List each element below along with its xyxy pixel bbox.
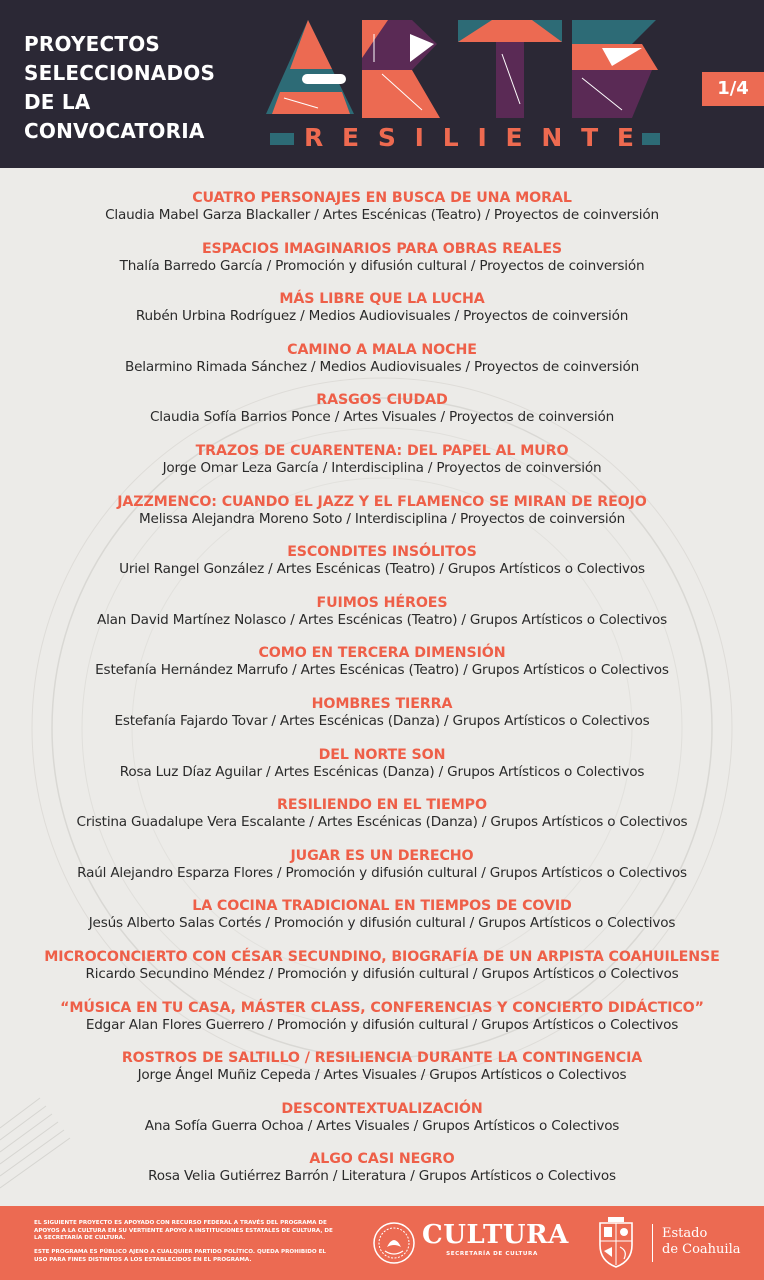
logo-subtitle-letter: T xyxy=(581,123,599,152)
list-item xyxy=(0,392,764,443)
project-detail: Estefanía Fajardo Tovar / Artes Escénicas (Danza) / Grupos Artísticos o Colectivos xyxy=(114,712,650,729)
list-item xyxy=(0,443,764,494)
list-item xyxy=(0,1151,764,1202)
coahuila-coat-of-arms-icon xyxy=(594,1217,638,1269)
header-title xyxy=(24,30,254,146)
project-title: ALGO CASI NEGRO xyxy=(309,1151,455,1168)
project-title: HOMBRES TIERRA xyxy=(311,695,453,712)
cultura-subtitle: SECRETARÍA DE CULTURA xyxy=(446,1251,538,1257)
header-title-line: DE LA xyxy=(24,90,91,114)
list-item xyxy=(0,645,764,696)
project-detail: Raúl Alejandro Esparza Flores / Promoción y difusión cultural / Grupos Artísticos o Colectivos xyxy=(77,864,687,881)
project-detail: Jorge Ángel Muñiz Cepeda / Artes Visuales / Grupos Artísticos o Colectivos xyxy=(137,1067,627,1084)
logo-subtitle-letter: I xyxy=(477,123,487,152)
project-list-area xyxy=(0,168,764,1206)
project-title: ROSTROS DE SALTILLO / RESILIENCIA DURANTE LA CONTINGENCIA xyxy=(121,1050,643,1067)
project-detail: Uriel Rangel González / Artes Escénicas (Teatro) / Grupos Artísticos o Colectivos xyxy=(119,561,645,578)
list-item xyxy=(0,696,764,747)
header-title-line: SELECCIONADOS xyxy=(24,61,216,85)
header-title-line: PROYECTOS xyxy=(24,32,161,56)
page-indicator: 1/4 xyxy=(702,72,764,106)
list-item xyxy=(0,848,764,899)
list-item xyxy=(0,544,764,595)
list-item xyxy=(0,241,764,292)
estado-line: Estado xyxy=(662,1226,708,1241)
project-detail: Thalía Barredo García / Promoción y difusión cultural / Proyectos de coinversión xyxy=(119,257,645,274)
project-detail: Claudia Sofía Barrios Ponce / Artes Visuales / Proyectos de coinversión xyxy=(149,409,615,426)
project-detail: Melissa Alejandra Moreno Soto / Interdisciplina / Proyectos de coinversión xyxy=(139,510,625,527)
project-title: TRAZOS DE CUARENTENA: DEL PAPEL AL MURO xyxy=(195,442,569,459)
logo-letter-r xyxy=(362,20,440,118)
logo-subtitle-letter: E xyxy=(505,123,523,152)
project-detail: Ricardo Secundino Méndez / Promoción y difusión cultural / Grupos Artísticos o Colectivos xyxy=(85,965,679,982)
logo-letter-e xyxy=(572,20,658,118)
cultura-logo: CULTURA xyxy=(422,1220,569,1250)
logo-subtitle-letter: S xyxy=(377,123,396,152)
project-title: DESCONTEXTUALIZACIÓN xyxy=(281,1100,483,1117)
project-title: LA COCINA TRADICIONAL EN TIEMPOS DE COVID xyxy=(192,898,572,915)
logo-subtitle-letter: R xyxy=(304,123,324,152)
project-title: “MÚSICA EN TU CASA, MÁSTER CLASS, CONFERENCIAS Y CONCIERTO DIDÁCTICO” xyxy=(60,999,704,1016)
project-detail: Jesús Alberto Salas Cortés / Promoción y difusión cultural / Grupos Artísticos o Colectivos xyxy=(88,915,676,932)
logo-letter-a xyxy=(266,20,354,114)
project-detail: Ana Sofía Guerra Ochoa / Artes Visuales / Grupos Artísticos o Colectivos xyxy=(144,1117,620,1134)
header-title-line: CONVOCATORIA xyxy=(24,119,205,143)
list-item xyxy=(0,494,764,545)
project-detail: Claudia Mabel Garza Blackaller / Artes Escénicas (Teatro) / Proyectos de coinversión xyxy=(105,207,659,223)
logo-subtitle-letter: L xyxy=(442,123,459,152)
project-title: MICROCONCIERTO CON CÉSAR SECUNDINO, BIOGRAFÍA DE UN ARPISTA COAHUILENSE xyxy=(44,948,720,965)
footer-disclaimer: EL SIGUIENTE PROYECTO ES APOYADO CON RECURSO FEDERAL A TRAVÉS DEL PROGRAMA DE APOYOS A LA CULTURA EN SU VERTIENTE APOYO A INSTITUCIONES ESTATALES DE CULTURA, DE LA SECRETARÍA DE CULTURA. xyxy=(34,1220,333,1242)
project-title: RESILIENDO EN EL TIEMPO xyxy=(277,797,487,814)
estado-line: de Coahuila xyxy=(662,1242,741,1257)
logo-subtitle-letter: N xyxy=(541,123,563,152)
list-item xyxy=(0,595,764,646)
logo-letter-t xyxy=(458,20,562,118)
list-item xyxy=(0,190,764,241)
project-title: FUIMOS HÉROES xyxy=(316,594,448,611)
mexico-seal-icon xyxy=(372,1221,416,1265)
project-title: COMO EN TERCERA DIMENSIÓN xyxy=(258,645,506,662)
project-detail: Rosa Luz Díaz Aguilar / Artes Escénicas (Danza) / Grupos Artísticos o Colectivos xyxy=(119,763,645,780)
project-detail: Belarmino Rimada Sánchez / Medios Audiovisuales / Proyectos de coinversión xyxy=(124,358,639,375)
project-title: MÁS LIBRE QUE LA LUCHA xyxy=(279,291,485,308)
logo-subtitle-letter: I xyxy=(414,123,424,152)
logo-bar-right xyxy=(642,133,660,145)
logo-subtitle xyxy=(304,123,634,152)
footer-divider xyxy=(652,1224,653,1262)
logo-subtitle-letter: E xyxy=(342,123,360,152)
list-item xyxy=(0,898,764,949)
project-title: JAZZMENCO: CUANDO EL JAZZ Y EL FLAMENCO SE MIRAN DE REOJO xyxy=(117,493,647,510)
project-detail: Alan David Martínez Nolasco / Artes Escénicas (Teatro) / Grupos Artísticos o Colectivos xyxy=(96,611,667,628)
project-detail: Rubén Urbina Rodríguez / Medios Audiovisuales / Proyectos de coinversión xyxy=(135,308,629,325)
project-detail: Jorge Omar Leza García / Interdisciplina / Proyectos de coinversión xyxy=(162,459,602,476)
project-detail: Estefanía Hernández Marrufo / Artes Escénicas (Teatro) / Grupos Artísticos o Colectivos xyxy=(95,662,669,679)
list-item xyxy=(0,747,764,798)
list-item xyxy=(0,291,764,342)
list-item xyxy=(0,949,764,1000)
project-title: CAMINO A MALA NOCHE xyxy=(287,341,477,358)
project-title: CUATRO PERSONAJES EN BUSCA DE UNA MORAL xyxy=(192,190,572,206)
project-title: JUGAR ES UN DERECHO xyxy=(290,847,474,864)
project-title: DEL NORTE SON xyxy=(318,746,446,763)
estado-de-coahuila-logo xyxy=(662,1226,740,1258)
project-detail: Edgar Alan Flores Guerrero / Promoción y difusión cultural / Grupos Artísticos o Colectivos xyxy=(85,1016,679,1033)
list-item xyxy=(0,1101,764,1152)
footer xyxy=(0,1206,764,1280)
project-title: RASGOS CIUDAD xyxy=(316,392,448,409)
project-title: ESPACIOS IMAGINARIOS PARA OBRAS REALES xyxy=(201,240,563,257)
project-title: ESCONDITES INSÓLITOS xyxy=(287,544,477,561)
list-item xyxy=(0,1000,764,1051)
project-detail: Rosa Velia Gutiérrez Barrón / Literatura / Grupos Artísticos o Colectivos xyxy=(148,1168,616,1185)
list-item xyxy=(0,797,764,848)
project-detail: Cristina Guadalupe Vera Escalante / Artes Escénicas (Danza) / Grupos Artísticos o Colectivos xyxy=(76,814,688,831)
header xyxy=(0,0,764,168)
arte-logo xyxy=(262,14,662,124)
project-list xyxy=(0,190,764,1202)
list-item xyxy=(0,342,764,393)
footer-disclaimer: ESTE PROGRAMA ES PÚBLICO AJENO A CUALQUIER PARTIDO POLÍTICO. QUEDA PROHIBIDO EL USO PARA FINES DISTINTOS A LOS ESTABLECIDOS EN EL PROGRAMA. xyxy=(34,1249,326,1263)
logo-subtitle-letter: E xyxy=(616,123,634,152)
logo-bar-left xyxy=(270,133,294,145)
list-item xyxy=(0,1050,764,1101)
